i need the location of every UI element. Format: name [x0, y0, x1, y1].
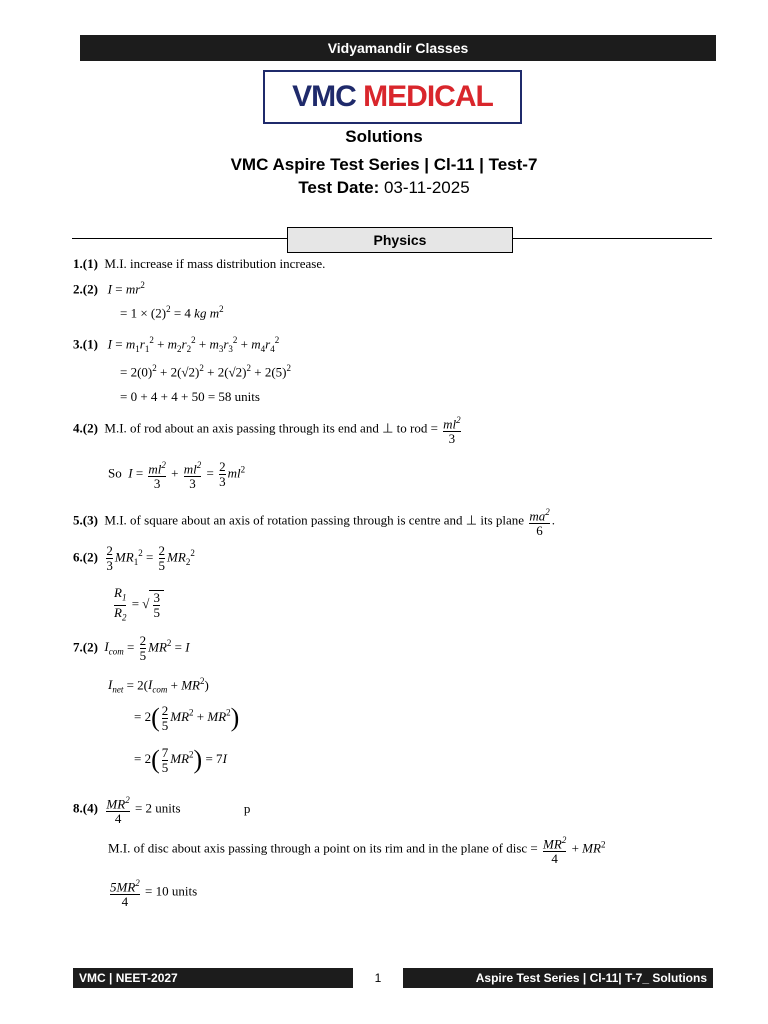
page-number: 1	[374, 971, 382, 985]
header-banner: Vidyamandir Classes	[80, 35, 716, 61]
series-title: VMC Aspire Test Series | Cl-11 | Test-7	[230, 155, 538, 174]
answer-7-line3: = 2( $\frac{2}{5}$ $MR^2 + MR^2$)	[134, 702, 240, 733]
answer-7-line2: $I_{net} = 2(I_{com} + MR^2)$	[108, 676, 209, 695]
answer-4: 4.(2) M.I. of rod about an axis passing through its end and ⊥ to rod = $\frac{ml^2}{3}$	[73, 415, 461, 447]
answer-7: 7.(2) $I_{com}$ = $\frac{2}{5}$ $MR^2 = I$	[73, 633, 190, 663]
footer-right: Aspire Test Series | Cl-11| T-7_ Solutions	[403, 968, 713, 988]
test-date: Test Date: 03-11-2025	[298, 178, 470, 197]
answer-5: 5.(3) M.I. of square about an axis of rotation passing through is centre and ⊥ its plane $\frac{ma^2}{6}$ .	[73, 507, 555, 539]
answer-3-line3: = 0 + 4 + 4 + 50 = 58 units	[120, 389, 260, 404]
section-title: Physics	[287, 227, 513, 253]
answer-8-line3: $\frac{5MR^2}{4}$ = 10 units	[110, 878, 198, 910]
answer-7-line4: = 2( $\frac{7}{5}$ $MR^2) = 7I$	[134, 744, 227, 775]
answer-2: 2.(2) $I = mr^2$	[73, 280, 145, 297]
answer-3-line2: = $2(0)^2 + 2(√2)^2 + 2(√2)^2 + 2(5)^2$	[120, 363, 291, 380]
vmc-medical-logo: VMC MEDICAL	[263, 70, 522, 124]
answer-3: 3.(1) $I = m_1r_1^2 + m_2r_2^2 + m_3r_3^2 + m_4r_4^2$	[73, 335, 280, 354]
answer-8: 8.(4) $\frac{MR^2}{4}$ = 2 units p	[73, 795, 251, 827]
answer-1: 1.(1) M.I. increase if mass distribution increase.	[73, 256, 326, 271]
answer-6-line2: $\frac{R_1}{R_2}$ = √ $\frac{3}{5}$	[112, 586, 164, 624]
answer-6: 6.(2) $\frac{2}{3}$ $MR_1^2$ = $\frac{2}{5}$ $MR_2^2$	[73, 543, 195, 573]
answer-8-line2: M.I. of disc about axis passing through a point on its rim and in the plane of disc = $\frac{MR^2}{4}$ + $MR^2$	[108, 835, 606, 867]
footer-left: VMC | NEET-2027	[73, 968, 353, 988]
answer-2-line2: = $1 \times (2)^2 = 4$ kg $m^2$	[120, 304, 224, 321]
solutions-title: Solutions	[345, 127, 423, 146]
answer-4-line2: So I = $\frac{ml^2}{3}$ + $\frac{ml^2}{3}$ = $\frac{2}{3}$ $ml^2$	[108, 459, 246, 492]
